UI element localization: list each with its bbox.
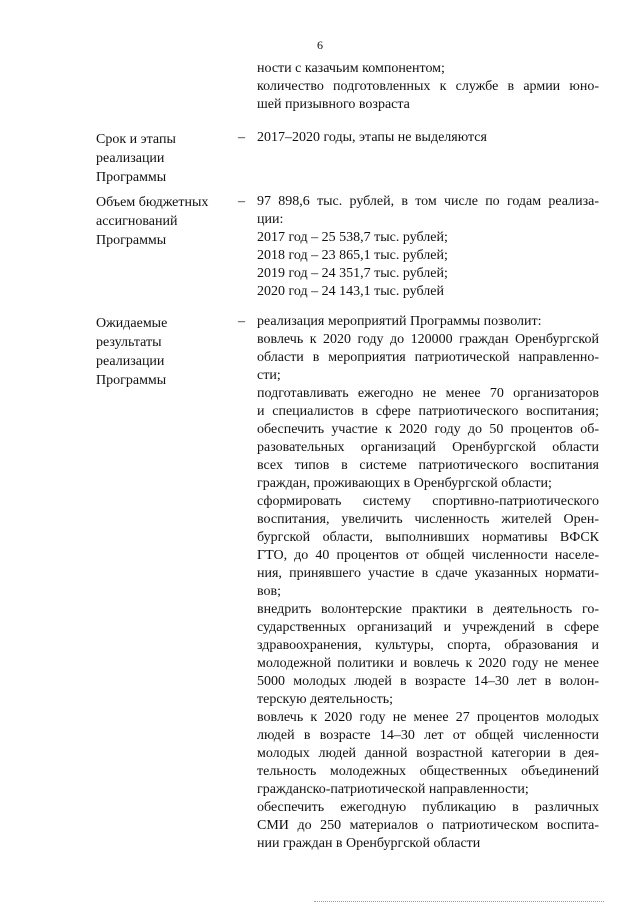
term-dash: – bbox=[238, 130, 245, 145]
intro-line: количество подготовленных к службе в армии юно- bbox=[257, 79, 599, 94]
results-text-line: вовлечь к 2020 году не менее 27 процентов молодых bbox=[257, 710, 599, 725]
results-text-line: СМИ до 250 материалов о патриотическом воспита- bbox=[257, 818, 599, 833]
results-text-line: бургской области, выполнивших нормативы ВФСК bbox=[257, 530, 599, 545]
results-text-line: воспитания, увеличить численность жителей Орен- bbox=[257, 512, 599, 527]
results-text-line: вовлечь к 2020 году до 120000 граждан Оренбургской bbox=[257, 332, 599, 347]
term-label-line: Программы bbox=[96, 170, 167, 185]
results-text-line: 5000 молодых людей в возрасте 14–30 лет в волон- bbox=[257, 674, 599, 689]
results-text-line: ГТО, до 40 процентов от общей численности населе- bbox=[257, 548, 599, 563]
results-text-line: обеспечить ежегодную публикацию в различных bbox=[257, 800, 599, 815]
term-label-line: реализации bbox=[96, 151, 165, 166]
results-text-line: гражданско-патриотической направленности; bbox=[257, 782, 529, 797]
budget-text-line: 2017 год – 25 538,7 тыс. рублей; bbox=[257, 230, 448, 245]
budget-text-line: 2018 год – 23 865,1 тыс. рублей; bbox=[257, 248, 448, 263]
results-text-line: молодых людей данной возрастной категории в дея- bbox=[257, 746, 599, 761]
budget-text-line: 97 898,6 тыс. рублей, в том числе по годам реализа- bbox=[257, 194, 599, 209]
results-label-line: Ожидаемые bbox=[96, 316, 168, 331]
results-text-line: обеспечить участие к 2020 году до 50 процентов об- bbox=[257, 422, 599, 437]
scan-edge-marks bbox=[314, 901, 604, 904]
results-text-line: области в мероприятия патриотической направленно- bbox=[257, 350, 599, 365]
results-text-line: молодежной политики и вовлечь к 2020 году не менее bbox=[257, 656, 599, 671]
budget-text-line: 2020 год – 24 143,1 тыс. рублей bbox=[257, 284, 444, 299]
results-text-line: сударственных организаций и учреждений в сфере bbox=[257, 620, 599, 635]
results-text-line: сформировать систему спортивно-патриотического bbox=[257, 494, 599, 509]
results-text-line: внедрить волонтерские практики в деятельность го- bbox=[257, 602, 599, 617]
results-label-line: Программы bbox=[96, 373, 167, 388]
results-dash: – bbox=[238, 314, 245, 329]
results-text-line: реализация мероприятий Программы позволит: bbox=[257, 314, 542, 329]
results-text-line: всех типов в системе патриотического воспитания bbox=[257, 458, 599, 473]
budget-label-line: ассигнований bbox=[96, 214, 178, 229]
intro-line: шей призывного возраста bbox=[257, 97, 410, 112]
results-text-line: разовательных организаций Оренбургской области bbox=[257, 440, 599, 455]
budget-text-line: ции: bbox=[257, 212, 284, 227]
results-text-line: тельность молодежных общественных объединений bbox=[257, 764, 599, 779]
results-text-line: ния, принявшего участие в сдаче указанных нормати- bbox=[257, 566, 599, 581]
budget-label-line: Программы bbox=[96, 233, 167, 248]
budget-dash: – bbox=[238, 194, 245, 209]
results-text-line: терскую деятельность; bbox=[257, 692, 394, 707]
results-text-line: граждан, проживающих в Оренбургской области; bbox=[257, 476, 552, 491]
budget-label-line: Объем бюджетных bbox=[96, 195, 209, 210]
results-text-line: вов; bbox=[257, 584, 282, 599]
results-label-line: результаты bbox=[96, 335, 162, 350]
page-number: 6 bbox=[317, 38, 323, 52]
results-text-line: сти; bbox=[257, 368, 281, 383]
budget-text-line: 2019 год – 24 351,7 тыс. рублей; bbox=[257, 266, 448, 281]
term-label-line: Срок и этапы bbox=[96, 132, 176, 147]
results-text-line: здравоохранения, культуры, спорта, образования и bbox=[257, 638, 599, 653]
intro-line: ности с казачьим компонентом; bbox=[257, 61, 445, 76]
term-text-line: 2017–2020 годы, этапы не выделяются bbox=[257, 130, 487, 145]
results-text-line: подготавливать ежегодно не менее 70 организаторов bbox=[257, 386, 599, 401]
results-label-line: реализации bbox=[96, 354, 165, 369]
results-text-line: нии граждан в Оренбургской области bbox=[257, 836, 481, 851]
results-text-line: людей в возрасте 14–30 лет от общей численности bbox=[257, 728, 599, 743]
results-text-line: и специалистов в сфере патриотического воспитания; bbox=[257, 404, 599, 419]
